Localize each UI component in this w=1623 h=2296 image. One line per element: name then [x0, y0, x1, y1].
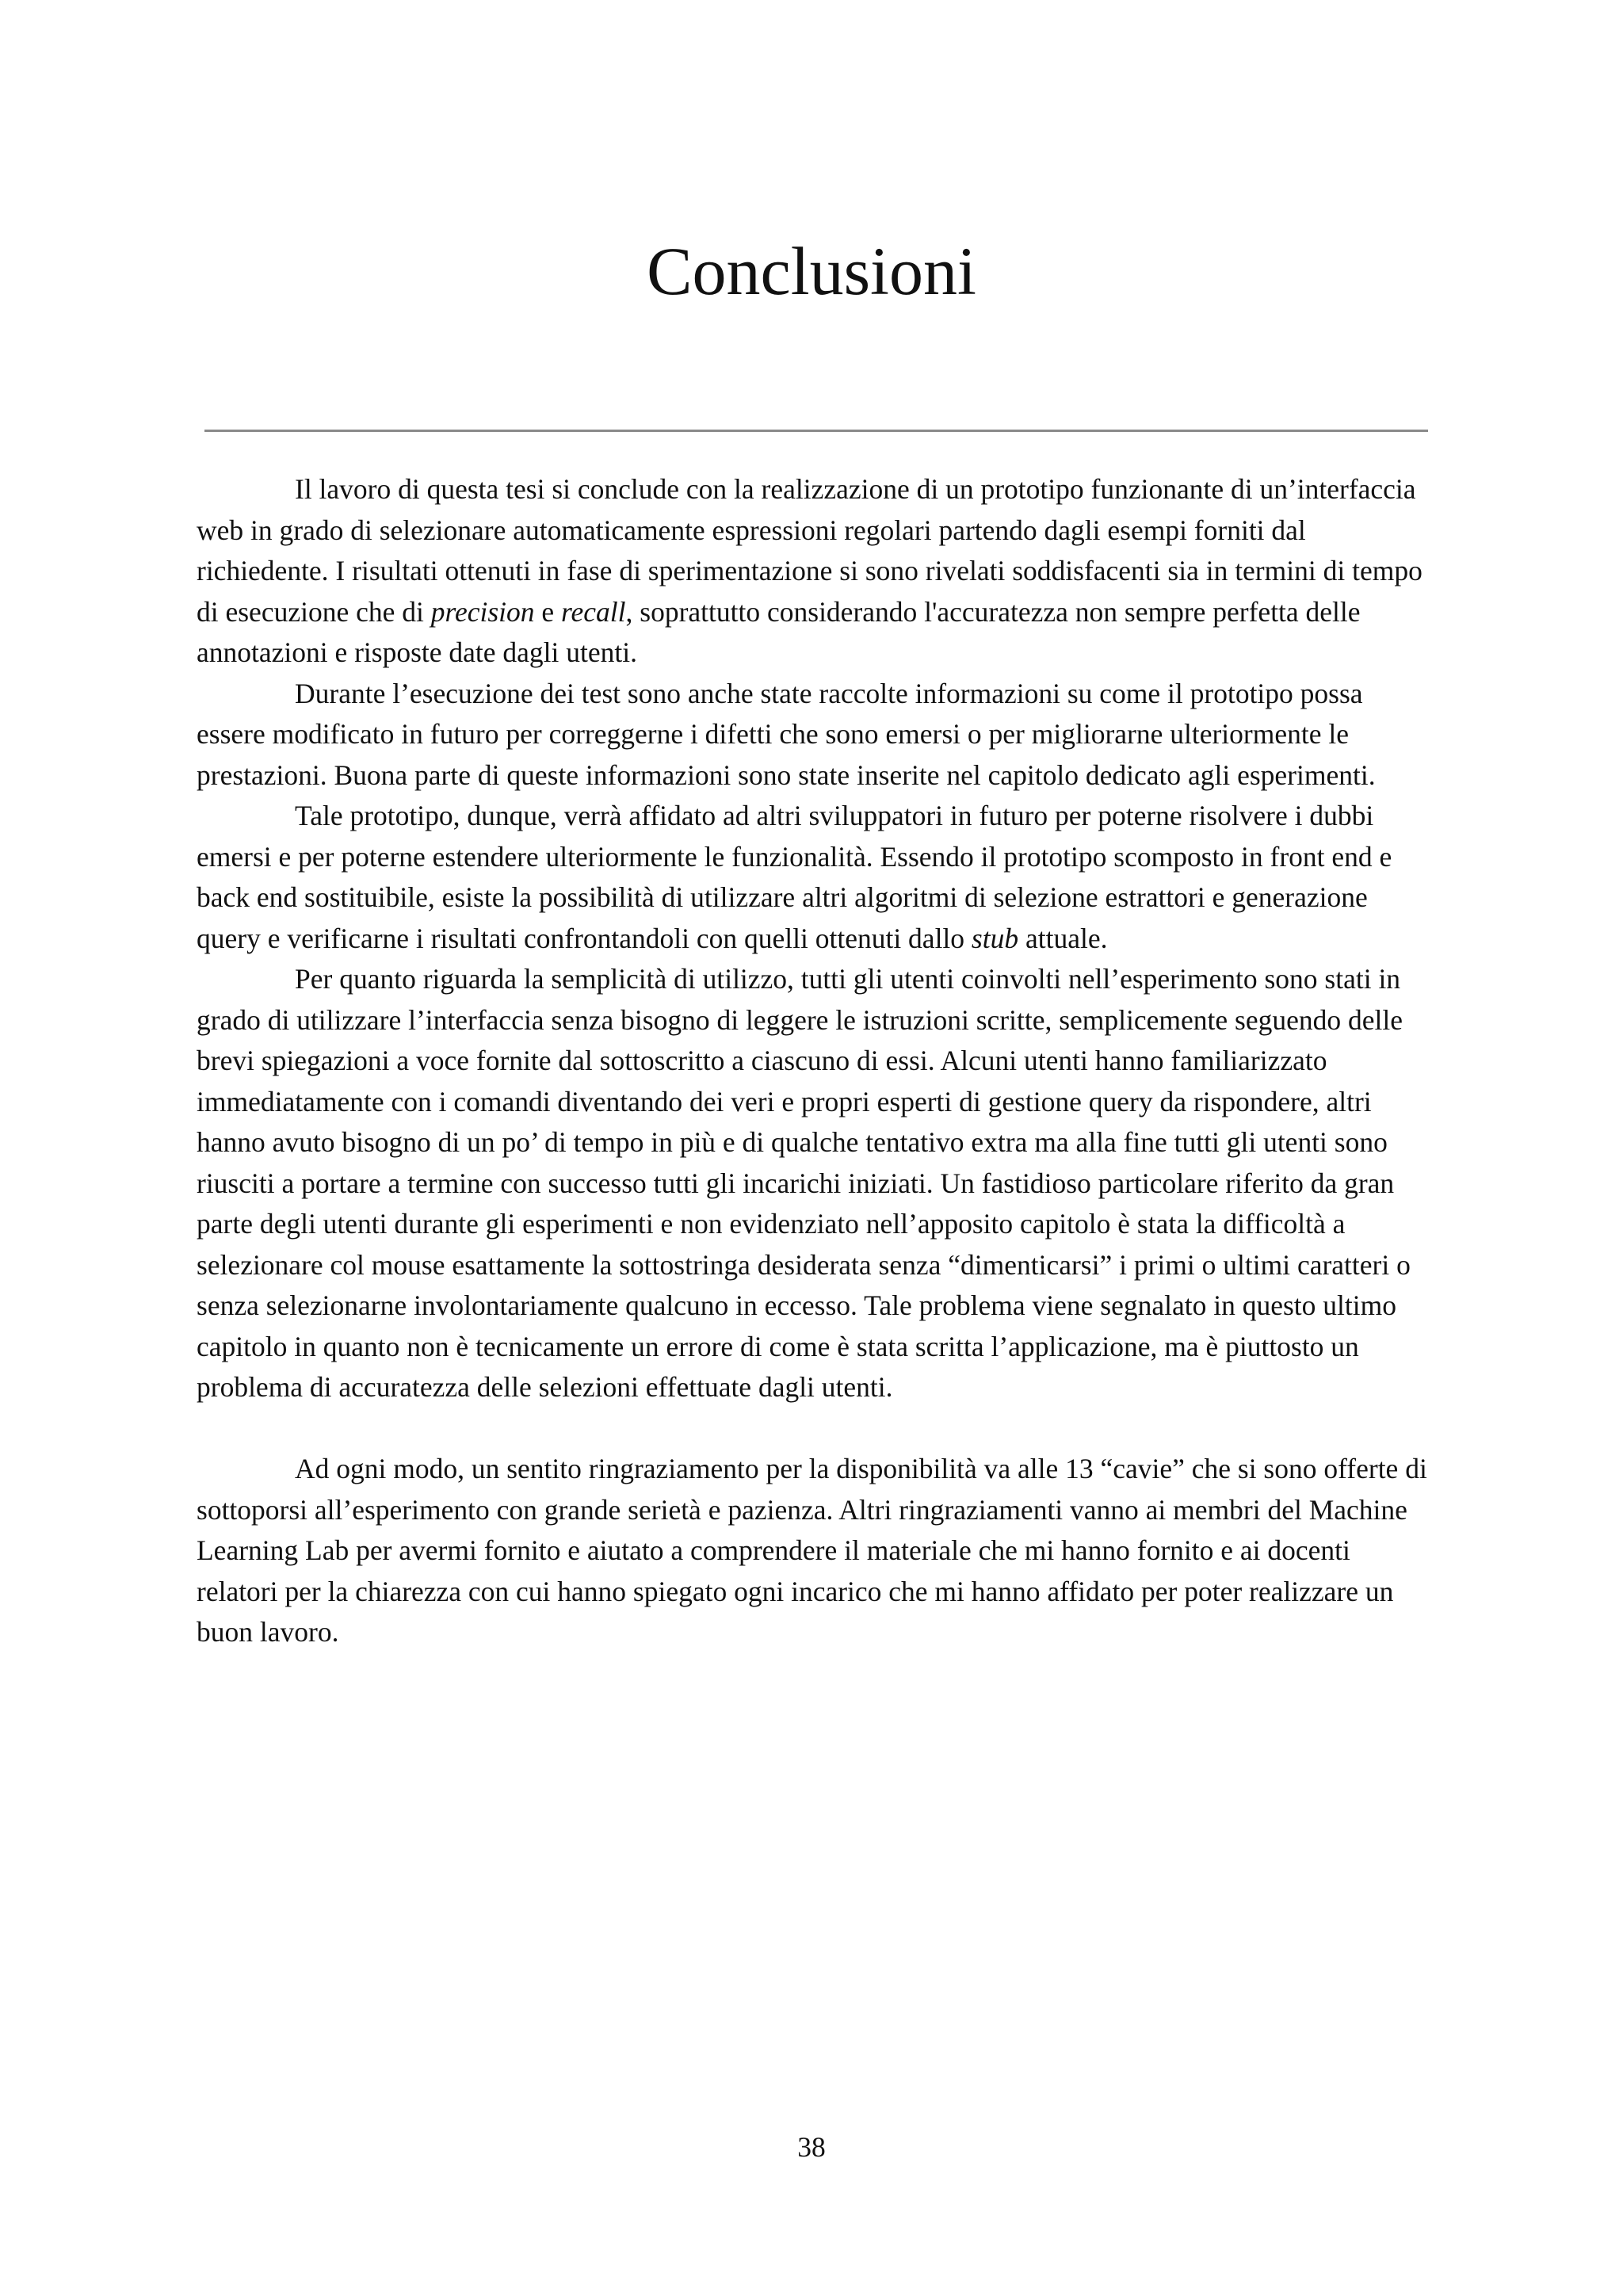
- italic-term: stub: [971, 922, 1019, 954]
- paragraph-text: e: [534, 595, 562, 628]
- paragraph-text: Tale prototipo, dunque, verrà affidato ad altri sviluppatori in futuro per poterne risolvere i dubbi emersi e per poterne estendere ulteriormente le funzionalità. Essendo il prototipo scomposto in front end e back end sostituibile, esiste la possibilità di utilizzare altri algoritmi di selezione estrattori e generazione query e verificarne i risultati confrontandoli con quelli ottenuti dallo: [197, 800, 1392, 954]
- paragraph: [197, 796, 1434, 959]
- body-text: [197, 469, 1434, 1653]
- italic-term: precision: [430, 595, 535, 628]
- paragraph-text: Ad ogni modo, un sentito ringraziamento per la disponibilità va alle 13 “cavie” che si sono offerte di sottoporsi all’esperimento con grande serietà e pazienza. Altri ringraziamenti vanno ai membri del Machine Learning Lab per avermi fornito e aiutato a comprendere il materiale che mi hanno fornito e ai docenti relatori per la chiarezza con cui hanno spiegato ogni incarico che mi hanno affidato per poter realizzare un buon lavoro.: [197, 1453, 1427, 1648]
- paragraph: [197, 469, 1434, 674]
- paragraph-text: Per quanto riguarda la semplicità di utilizzo, tutti gli utenti coinvolti nell’esperimento sono stati in grado di utilizzare l’interfaccia senza bisogno di leggere le istruzioni scritte, semplicemente seguendo delle brevi spiegazioni a voce fornite dal sottoscritto a ciascuno di essi. Alcuni utenti hanno familiarizzato immediatamente con i comandi diventando dei veri e propri esperti di gestione query da rispondere, altri hanno avuto bisogno di un po’ di tempo in più e di qualche tentativo extra ma alla fine tutti gli utenti sono riusciti a portare a termine con successo tutti gli incarichi iniziati. Un fastidioso particolare riferito da gran parte degli utenti durante gli esperimenti e non evidenziato nell’apposito capitolo è stata la difficoltà a selezionare col mouse esattamente la sottostringa desiderata senza “dimenticarsi” i primi o ultimi caratteri o senza selezionarne involontariamente qualcuno in eccesso. Tale problema viene segnalato in questo ultimo capitolo in quanto non è tecnicamente un errore di come è stata scritta l’applicazione, ma è piuttosto un problema di accuratezza delle selezioni effettuate dagli utenti.: [197, 963, 1411, 1403]
- paragraph: [197, 674, 1434, 797]
- paragraph-text: attuale.: [1018, 922, 1108, 954]
- paragraph-text: Il lavoro di questa tesi si conclude con la realizzazione di un prototipo funzionante di un’interfaccia web in grado di selezionare automaticamente espressioni regolari partendo dagli esempi forniti dal richiedente. I risultati ottenuti in fase di sperimentazione si sono rivelati soddisfacenti sia in termini di tempo di esecuzione che di: [197, 473, 1423, 628]
- paragraph: [197, 1449, 1434, 1653]
- italic-term: recall: [561, 595, 626, 628]
- paragraph-text: Durante l’esecuzione dei test sono anche state raccolte informazioni su come il prototipo possa essere modificato in futuro per correggerne i difetti che sono emersi o per migliorarne ulteriormente le prestazioni. Buona parte di queste informazioni sono state inserite nel capitolo dedicato agli esperimenti.: [197, 677, 1376, 791]
- paragraph: [197, 959, 1434, 1408]
- chapter-title: Conclusioni: [647, 233, 976, 309]
- paragraph-text: , soprattutto considerando l'accuratezza non sempre perfetta delle annotazioni e risposte date dagli utenti.: [197, 595, 1361, 668]
- title-divider: [204, 430, 1428, 432]
- page-number: 38: [797, 2131, 826, 2163]
